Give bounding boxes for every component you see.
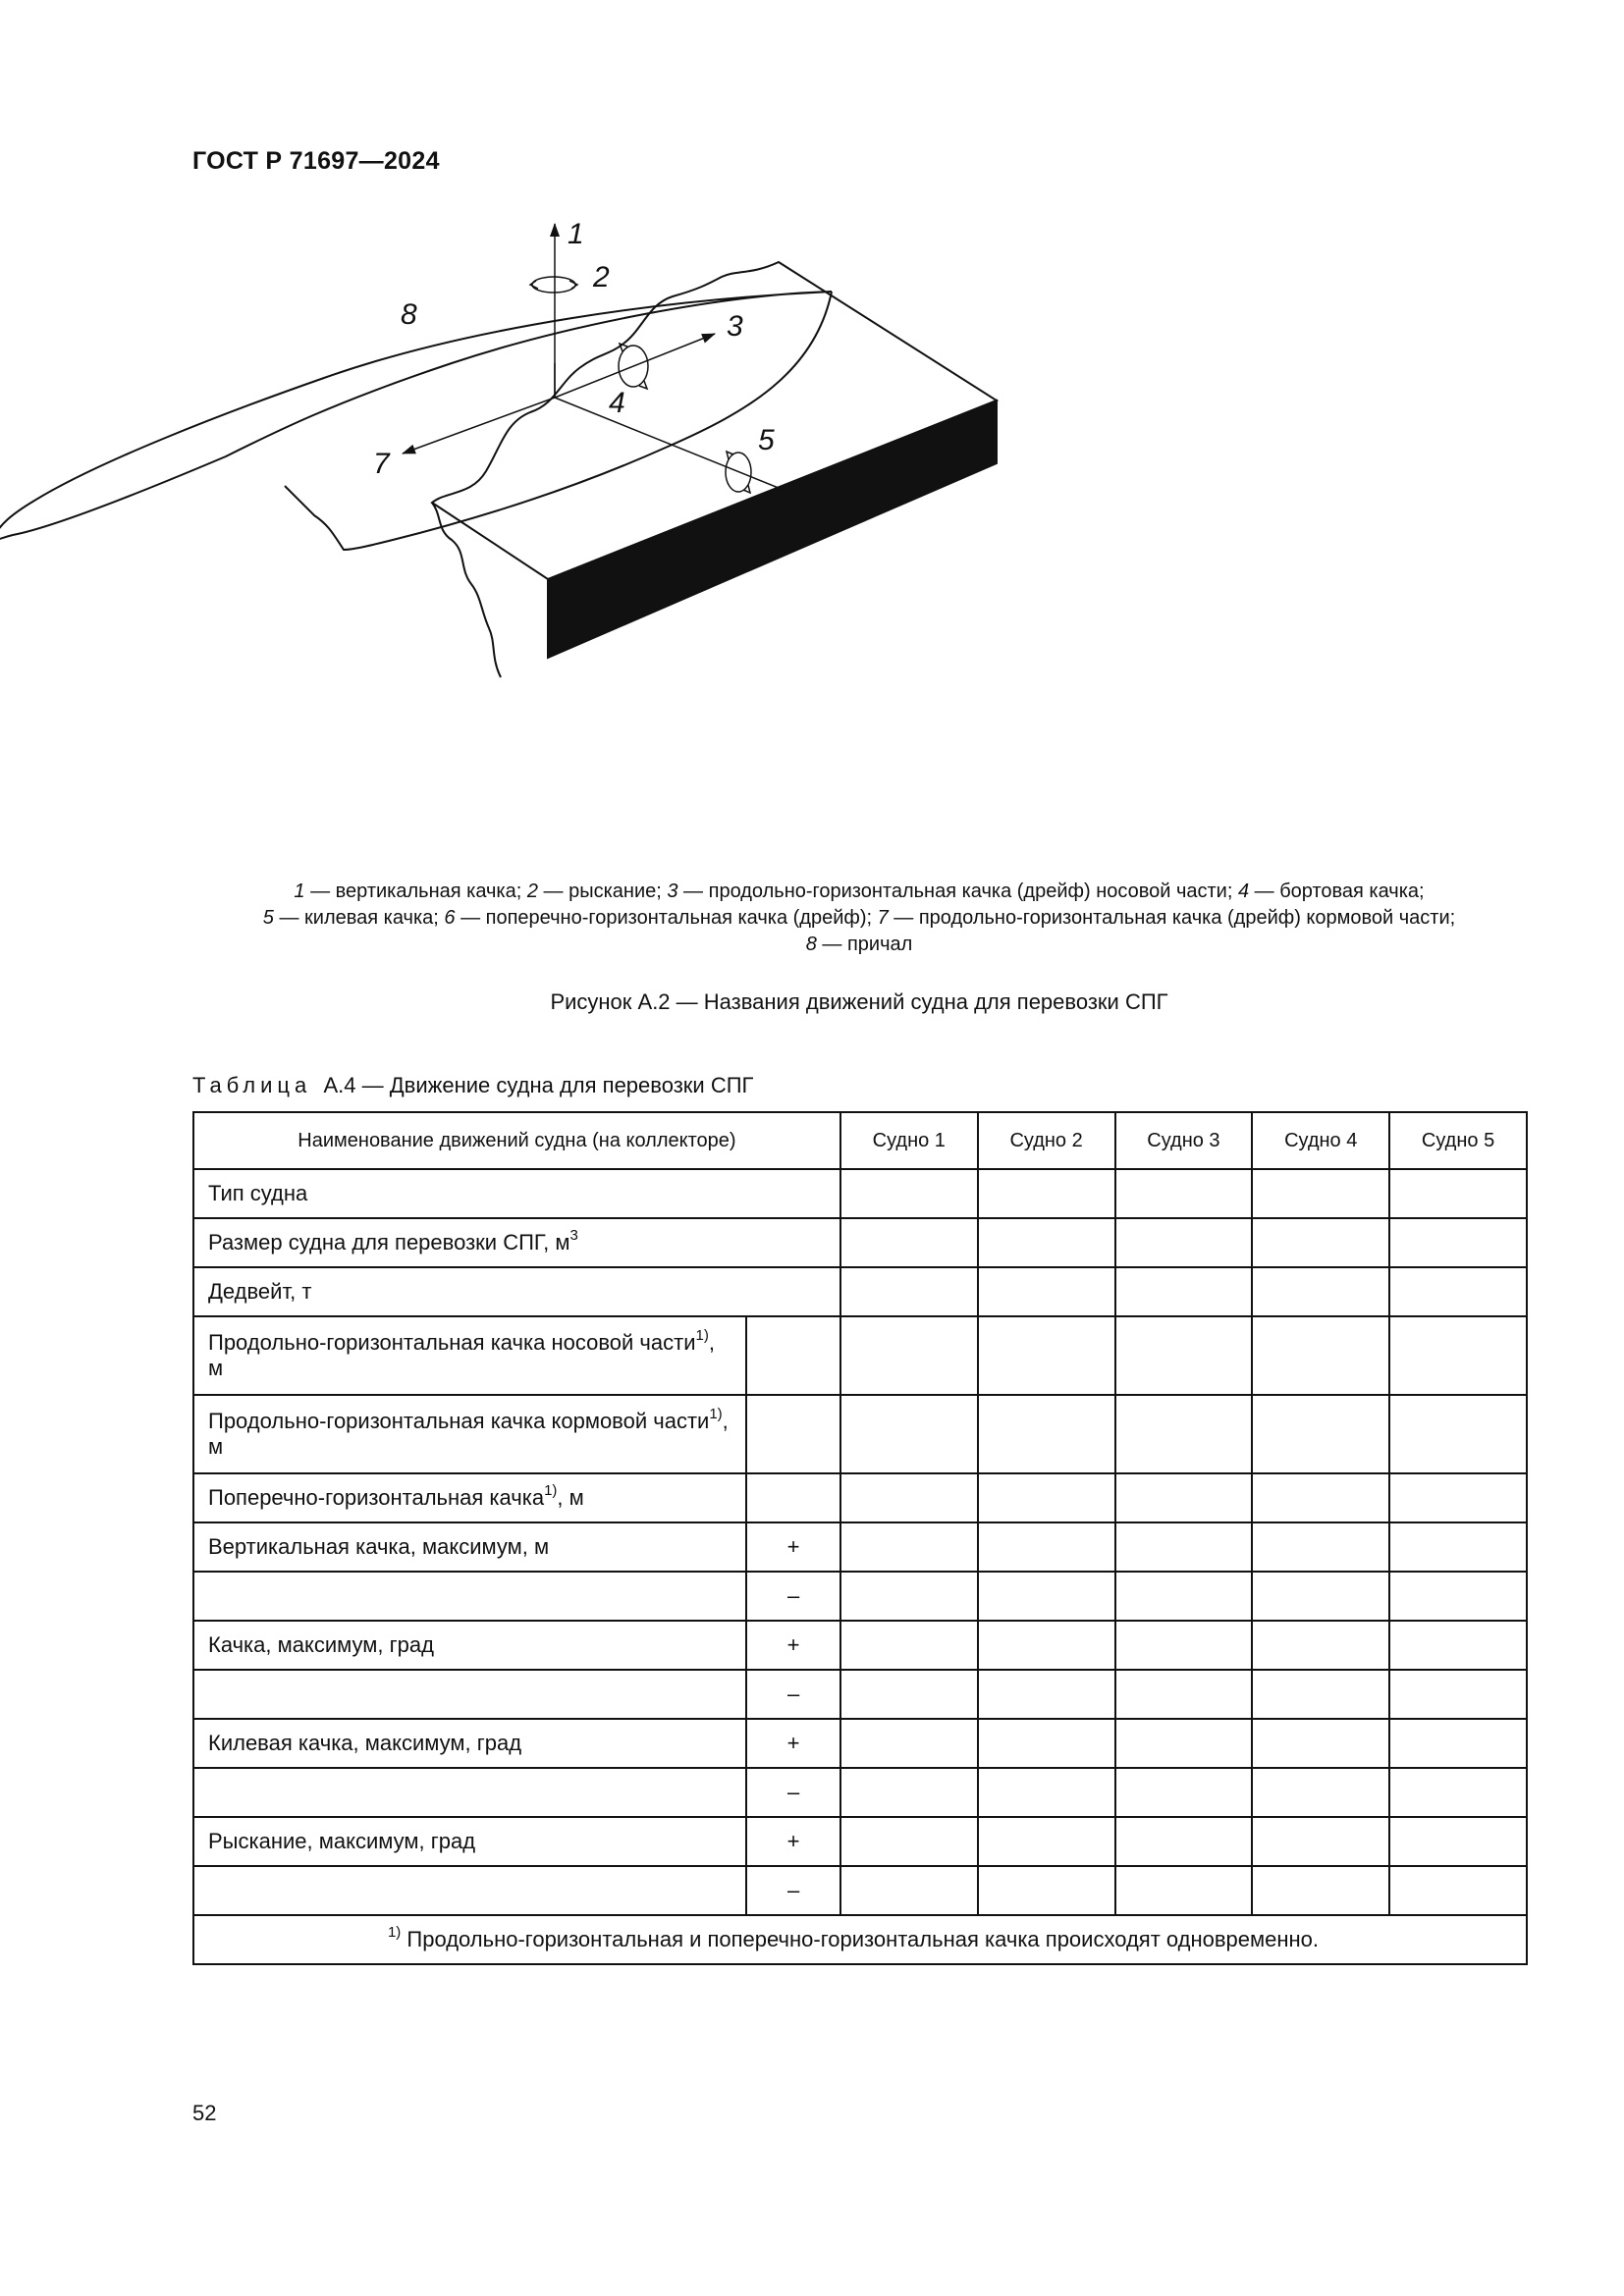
document-header: ГОСТ Р 71697—2024 bbox=[192, 147, 440, 175]
cell-empty bbox=[978, 1817, 1115, 1866]
cell-empty bbox=[1389, 1768, 1527, 1817]
header-ship-2: Судно 2 bbox=[978, 1112, 1115, 1169]
cell-empty bbox=[1115, 1621, 1253, 1670]
cell-empty bbox=[1252, 1473, 1389, 1522]
cell-empty bbox=[746, 1473, 840, 1522]
row-label-ship-size: Размер судна для перевозки СПГ, $м^3$ bbox=[193, 1218, 840, 1267]
table-footnote: $^{1)}$ Продольно-горизонтальная и поперечно-горизонтальная качка происходят одновременно. bbox=[193, 1915, 1527, 1964]
legend-item-2: 2 — рыскание; bbox=[526, 881, 668, 902]
cell-empty bbox=[840, 1316, 978, 1395]
cell-empty bbox=[978, 1621, 1115, 1670]
cell-empty bbox=[1389, 1719, 1527, 1768]
label-1: 1 bbox=[568, 218, 584, 250]
table-row bbox=[193, 1522, 1527, 1572]
row-label-surge-stern: Продольно-горизонтальная качка кормовой части$^{1)}$, м bbox=[193, 1395, 746, 1473]
table-row bbox=[193, 1572, 1527, 1621]
cell-empty bbox=[1389, 1572, 1527, 1621]
cell-empty bbox=[1252, 1395, 1389, 1473]
yaw-rotation-symbol bbox=[532, 277, 575, 293]
cell-empty bbox=[840, 1572, 978, 1621]
cell-empty bbox=[1389, 1316, 1527, 1395]
label-5: 5 bbox=[758, 424, 775, 456]
sign-plus: + bbox=[746, 1719, 840, 1768]
cell-empty bbox=[840, 1169, 978, 1218]
cell-empty bbox=[840, 1395, 978, 1473]
cell-empty bbox=[1389, 1395, 1527, 1473]
cell-empty bbox=[978, 1316, 1115, 1395]
sign-minus: – bbox=[746, 1572, 840, 1621]
ship-motion-table bbox=[192, 1111, 1528, 1965]
cell-empty bbox=[1115, 1866, 1253, 1915]
figure-caption: Рисунок А.2 — Названия движений судна для перевозки СПГ bbox=[550, 989, 1168, 1014]
table-title: Таблица А.4 — Движение судна для перевозки СПГ bbox=[192, 1073, 754, 1097]
cell-empty bbox=[1252, 1169, 1389, 1218]
cell-empty bbox=[1252, 1866, 1389, 1915]
pier-break-edge bbox=[432, 503, 501, 677]
cell-empty bbox=[1252, 1267, 1389, 1316]
table-row bbox=[193, 1768, 1527, 1817]
label-4: 4 bbox=[609, 387, 625, 419]
cell-empty bbox=[840, 1621, 978, 1670]
cell-empty bbox=[1252, 1572, 1389, 1621]
sign-plus: + bbox=[746, 1522, 840, 1572]
table-header-row bbox=[193, 1112, 1527, 1169]
cell-empty bbox=[1115, 1395, 1253, 1473]
table-row bbox=[193, 1670, 1527, 1719]
cell-empty bbox=[193, 1572, 746, 1621]
cell-empty bbox=[1115, 1473, 1253, 1522]
cell-empty bbox=[978, 1267, 1115, 1316]
sign-minus: – bbox=[746, 1768, 840, 1817]
legend-item-3: 3 — продольно-горизонтальная качка (дрейф) носовой части; bbox=[667, 881, 1238, 902]
legend-item-4: 4 — бортовая качка; bbox=[1237, 881, 1425, 902]
row-label-surge-bow: Продольно-горизонтальная качка носовой части$^{1)}$, м bbox=[193, 1316, 746, 1395]
row-label-yaw: Рыскание, максимум, град bbox=[193, 1817, 746, 1866]
cell-empty bbox=[1389, 1621, 1527, 1670]
cell-empty bbox=[1389, 1670, 1527, 1719]
cell-empty bbox=[840, 1218, 978, 1267]
cell-empty bbox=[978, 1218, 1115, 1267]
cell-empty bbox=[1389, 1473, 1527, 1522]
table-row bbox=[193, 1218, 1527, 1267]
cell-empty bbox=[1252, 1768, 1389, 1817]
legend-item-6: 6 — поперечно-горизонтальная качка (дрейф); bbox=[444, 907, 878, 929]
cell-empty bbox=[1252, 1621, 1389, 1670]
header-ship-4: Судно 4 bbox=[1252, 1112, 1389, 1169]
cell-empty bbox=[1252, 1719, 1389, 1768]
table-row bbox=[193, 1621, 1527, 1670]
cell-empty bbox=[1115, 1817, 1253, 1866]
cell-empty bbox=[1389, 1267, 1527, 1316]
row-label-sway: Поперечно-горизонтальная качка$^{1)}$, м bbox=[193, 1473, 746, 1522]
cell-empty bbox=[978, 1522, 1115, 1572]
cell-empty bbox=[1389, 1169, 1527, 1218]
row-label-roll: Качка, максимум, град bbox=[193, 1621, 746, 1670]
legend-item-8: 8 — причал bbox=[805, 934, 913, 955]
legend-item-7: 7 — продольно-горизонтальная качка (дрейф) кормовой части; bbox=[877, 907, 1456, 929]
cell-empty bbox=[1115, 1670, 1253, 1719]
cell-empty bbox=[840, 1522, 978, 1572]
page-number: 52 bbox=[192, 2101, 217, 2125]
cell-empty bbox=[840, 1670, 978, 1719]
cell-empty bbox=[840, 1866, 978, 1915]
cell-empty bbox=[840, 1768, 978, 1817]
cell-empty bbox=[1115, 1768, 1253, 1817]
cell-empty bbox=[1252, 1817, 1389, 1866]
cell-empty bbox=[978, 1719, 1115, 1768]
header-ship-1: Судно 1 bbox=[840, 1112, 978, 1169]
header-motion-name: Наименование движений судна (на коллекторе) bbox=[193, 1112, 840, 1169]
row-label-pitch: Килевая качка, максимум, град bbox=[193, 1719, 746, 1768]
table-row bbox=[193, 1817, 1527, 1866]
cell-empty bbox=[840, 1817, 978, 1866]
cell-empty bbox=[1115, 1522, 1253, 1572]
cell-empty bbox=[1115, 1267, 1253, 1316]
table-row bbox=[193, 1866, 1527, 1915]
legend-item-1: 1 — вертикальная качка; bbox=[294, 881, 527, 902]
sign-minus: – bbox=[746, 1866, 840, 1915]
table-row bbox=[193, 1267, 1527, 1316]
cell-empty bbox=[1115, 1316, 1253, 1395]
row-label-deadweight: Дедвейт, т bbox=[193, 1267, 840, 1316]
cell-empty bbox=[1115, 1218, 1253, 1267]
cell-empty bbox=[978, 1473, 1115, 1522]
row-label-ship-type: Тип судна bbox=[193, 1169, 840, 1218]
cell-empty bbox=[978, 1169, 1115, 1218]
cell-empty bbox=[1252, 1316, 1389, 1395]
sign-plus: + bbox=[746, 1621, 840, 1670]
sign-minus: – bbox=[746, 1670, 840, 1719]
header-ship-5: Судно 5 bbox=[1389, 1112, 1527, 1169]
cell-empty bbox=[978, 1670, 1115, 1719]
cell-empty bbox=[1252, 1522, 1389, 1572]
cell-empty bbox=[1389, 1866, 1527, 1915]
cell-empty bbox=[978, 1866, 1115, 1915]
label-3: 3 bbox=[727, 310, 743, 343]
cell-empty bbox=[1115, 1719, 1253, 1768]
cell-empty bbox=[840, 1473, 978, 1522]
label-7: 7 bbox=[373, 448, 390, 480]
header-ship-3: Судно 3 bbox=[1115, 1112, 1253, 1169]
figure-legend bbox=[192, 879, 1526, 958]
cell-empty bbox=[1252, 1670, 1389, 1719]
legend-item-5: 5 — килевая качка; bbox=[262, 907, 445, 929]
cell-empty bbox=[1115, 1169, 1253, 1218]
axis-longitudinal-aft bbox=[403, 398, 555, 454]
cell-empty bbox=[840, 1267, 978, 1316]
label-8: 8 bbox=[401, 298, 417, 331]
label-6: 6 bbox=[811, 471, 828, 504]
table-row bbox=[193, 1473, 1527, 1522]
cell-empty bbox=[1389, 1218, 1527, 1267]
cell-empty bbox=[1115, 1572, 1253, 1621]
cell-empty bbox=[1252, 1218, 1389, 1267]
cell-empty bbox=[978, 1395, 1115, 1473]
cell-empty bbox=[1389, 1522, 1527, 1572]
cell-empty bbox=[746, 1395, 840, 1473]
cell-empty bbox=[746, 1316, 840, 1395]
table-row bbox=[193, 1395, 1527, 1473]
sign-plus: + bbox=[746, 1817, 840, 1866]
table-footnote-row bbox=[193, 1915, 1527, 1964]
axis-longitudinal-fwd bbox=[555, 334, 715, 398]
table-row bbox=[193, 1316, 1527, 1395]
table-row bbox=[193, 1169, 1527, 1218]
cell-empty bbox=[193, 1866, 746, 1915]
ship-motions-figure bbox=[373, 218, 1296, 844]
label-2: 2 bbox=[593, 261, 610, 294]
cell-empty bbox=[193, 1670, 746, 1719]
cell-empty bbox=[1389, 1817, 1527, 1866]
cell-empty bbox=[193, 1768, 746, 1817]
table-row bbox=[193, 1719, 1527, 1768]
cell-empty bbox=[978, 1768, 1115, 1817]
cell-empty bbox=[978, 1572, 1115, 1621]
cell-empty bbox=[840, 1719, 978, 1768]
row-label-heave: Вертикальная качка, максимум, м bbox=[193, 1522, 746, 1572]
